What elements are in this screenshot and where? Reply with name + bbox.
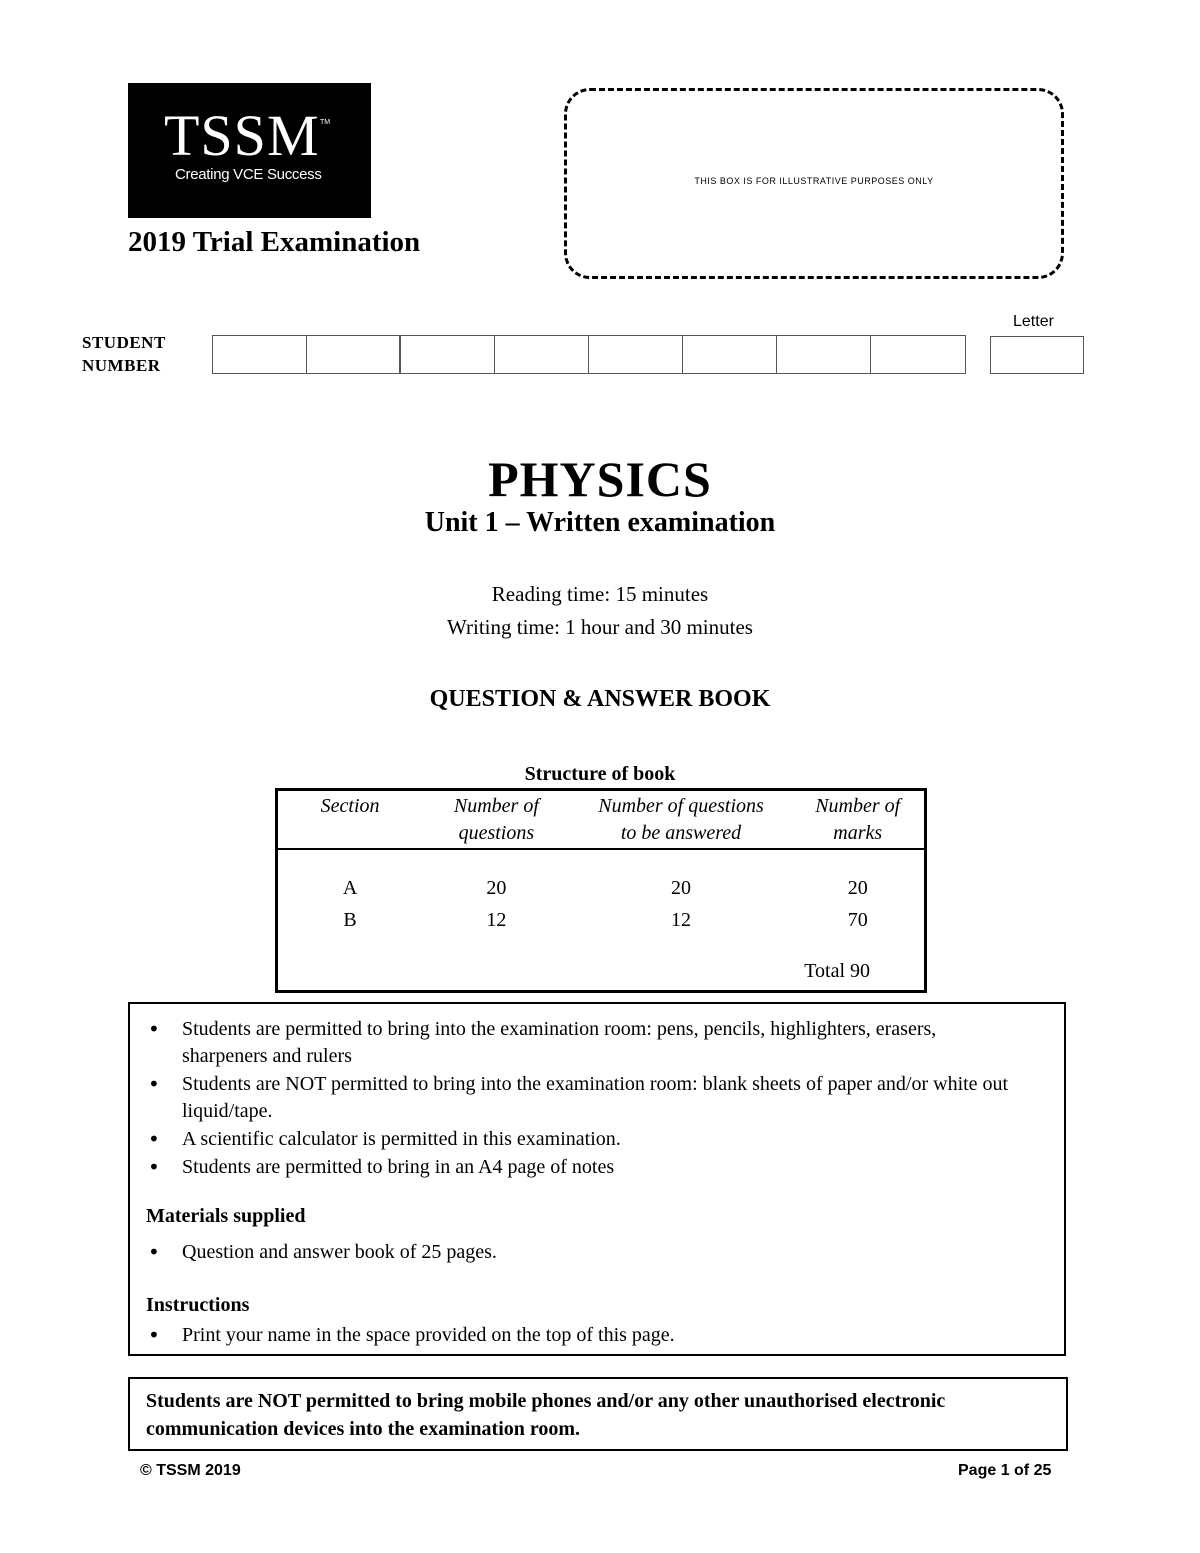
- illustrative-box: [564, 88, 1064, 279]
- structure-total: Total 90: [804, 960, 870, 982]
- rules-box: [128, 1002, 1066, 1356]
- row-answered: 12: [671, 909, 692, 931]
- student-number-label: [82, 331, 166, 377]
- footer-copyright: © TSSM 2019: [140, 1462, 241, 1479]
- header-num-questions-line2: questions: [458, 822, 535, 844]
- structure-table-frame: [275, 788, 927, 993]
- letter-field[interactable]: [990, 336, 1084, 374]
- list-item: • Students are permitted to bring into the examination room: pens, pencils, highlighters, erasers, sharpeners and rulers: [146, 1016, 1026, 1070]
- header-marks-line1: Number of: [815, 795, 901, 817]
- header-marks-line2: marks: [833, 822, 883, 844]
- structure-row: [278, 904, 924, 936]
- row-section: A: [342, 877, 358, 899]
- header-num-questions-line1: Number of: [453, 795, 539, 817]
- row-section: B: [343, 909, 357, 931]
- structure-caption: Structure of book: [524, 763, 676, 785]
- student-number-digit-field[interactable]: [683, 336, 777, 373]
- list-item: • Students are NOT permitted to bring into the examination room: blank sheets of paper and/or white out liquid/tape.: [146, 1071, 1026, 1125]
- header-marks: [791, 791, 924, 849]
- header-section: [278, 791, 422, 849]
- structure-table: [278, 791, 924, 987]
- exam-title: 2019 Trial Examination: [128, 226, 421, 258]
- student-number-digit-field[interactable]: [213, 336, 307, 373]
- logo-brand: TSSM: [164, 103, 320, 168]
- header-to-answer-line2: to be answered: [620, 822, 742, 844]
- materials-heading: Materials supplied: [146, 1205, 306, 1227]
- tssm-logo: [128, 83, 371, 218]
- row-answered: 20: [671, 877, 692, 899]
- logo-tagline: Creating VCE Success: [175, 166, 322, 183]
- student-number-digit-field[interactable]: [495, 336, 589, 373]
- list-item: • A scientific calculator is permitted in this examination.: [146, 1126, 1026, 1153]
- warning-text: Students are NOT permitted to bring mobile phones and/or any other unauthorised electronic communication devices into the examination room.: [146, 1390, 946, 1440]
- list-item: • Question and answer book of 25 pages.: [146, 1239, 1026, 1266]
- structure-total-row: [278, 936, 924, 987]
- student-number-digit-field[interactable]: [871, 336, 965, 373]
- letter-label: Letter: [1013, 313, 1054, 330]
- student-number-digit-field[interactable]: [401, 336, 495, 373]
- unit-title: Unit 1 – Written examination: [424, 507, 776, 538]
- warning-box: [128, 1377, 1068, 1451]
- materials-list: [146, 1239, 1026, 1266]
- student-number-digit-field[interactable]: [589, 336, 683, 373]
- structure-header-row: [278, 791, 924, 849]
- header-to-answer-line1: Number of questions: [598, 795, 764, 817]
- header-num-questions: [422, 791, 570, 849]
- row-marks: 70: [847, 909, 868, 931]
- student-number-label-line1: STUDENT: [82, 333, 166, 352]
- book-title: QUESTION & ANSWER BOOK: [429, 686, 771, 712]
- header-section-text: Section: [320, 795, 380, 817]
- list-item: • Print your name in the space provided on the top of this page.: [146, 1322, 1026, 1349]
- row-questions: 12: [486, 909, 507, 931]
- structure-spacer-row: [278, 849, 924, 872]
- permitted-items-list: [146, 1016, 1026, 1182]
- header-to-answer: [571, 791, 792, 849]
- student-number-grid: [212, 335, 966, 374]
- row-questions: 20: [486, 877, 507, 899]
- reading-time: Reading time: 15 minutes: [491, 582, 709, 606]
- writing-time: Writing time: 1 hour and 30 minutes: [447, 615, 753, 639]
- structure-row: [278, 872, 924, 904]
- student-number-digit-field[interactable]: [777, 336, 871, 373]
- row-marks: 20: [847, 877, 868, 899]
- trademark-mark: TM: [320, 119, 331, 126]
- instructions-list: [146, 1322, 1026, 1349]
- instructions-heading: Instructions: [146, 1294, 250, 1316]
- student-number-label-line2: NUMBER: [82, 356, 161, 375]
- list-item: • Students are permitted to bring in an A4 page of notes: [146, 1154, 1026, 1181]
- student-number-digit-field[interactable]: [307, 336, 401, 373]
- footer-page-number: Page 1 of 25: [958, 1462, 1052, 1479]
- subject-title: PHYSICS: [488, 451, 712, 507]
- illustrative-box-text: THIS BOX IS FOR ILLUSTRATIVE PURPOSES ONLY: [694, 175, 934, 186]
